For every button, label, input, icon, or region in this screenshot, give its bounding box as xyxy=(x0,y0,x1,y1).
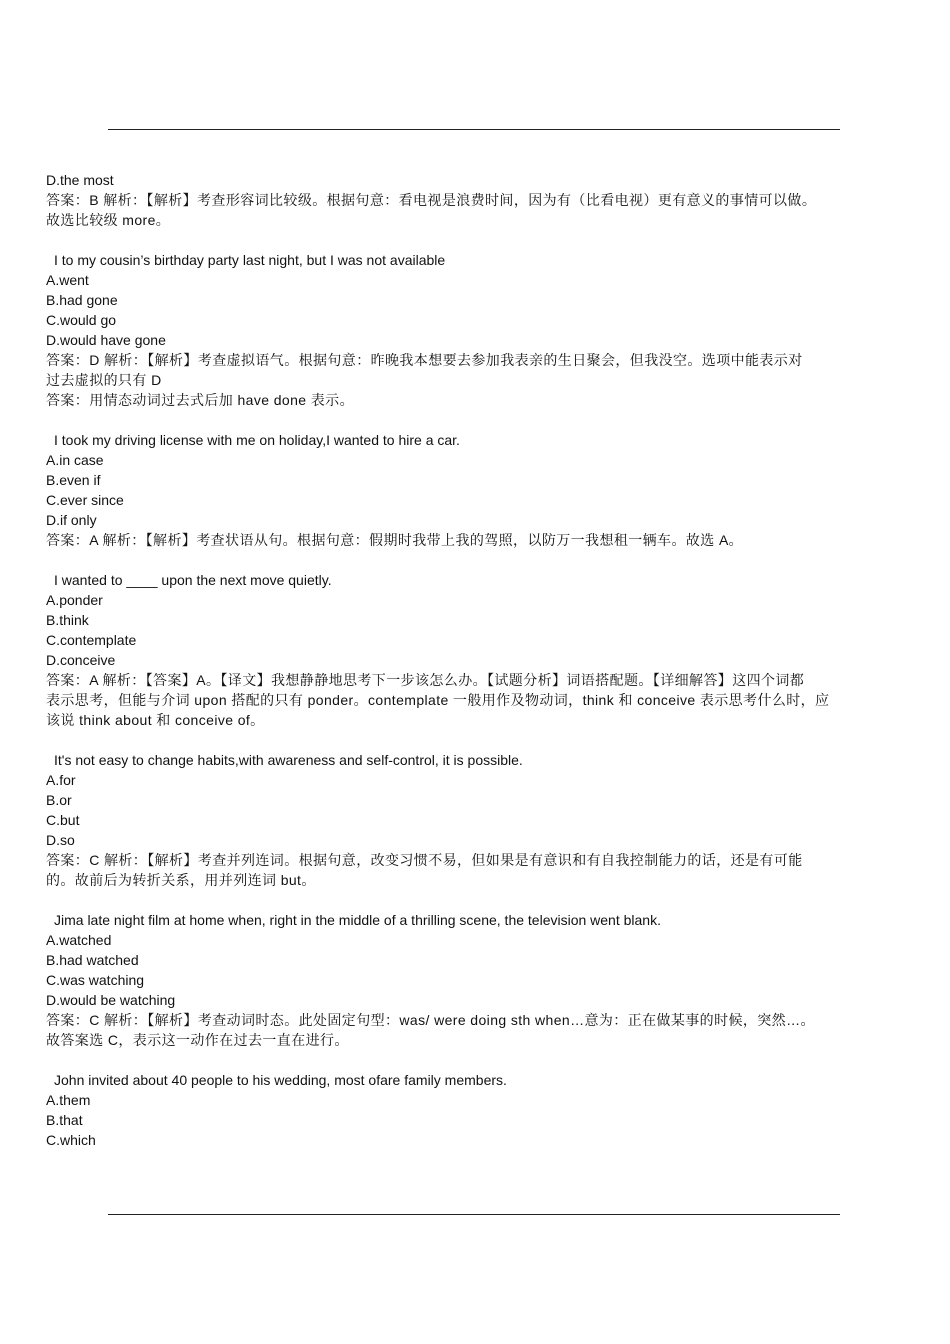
option-line: B.think xyxy=(46,612,89,628)
footer-rule xyxy=(108,1214,840,1215)
document-body xyxy=(46,170,902,1150)
option-line: D.the most xyxy=(46,172,114,188)
answer-line: 答案：A 解析：【答案】A。【译文】我想静静地思考下一步该怎么办。【试题分析】词语搭配题。【详细解答】这四个词都 xyxy=(46,672,805,688)
option-line: D.would be watching xyxy=(46,992,176,1008)
question-block xyxy=(46,250,902,410)
question-block xyxy=(46,430,902,550)
option-line: D.would have gone xyxy=(46,332,166,348)
header-rule xyxy=(108,129,840,130)
answer-line: 表示思考，但能与介词 upon 搭配的只有 ponder。contemplate 一般用作及物动词，think 和 conceive 表示思考什么时，应 xyxy=(46,692,830,708)
question-stem: Jima late night film at home when, right in the middle of a thrilling scene, the television went blank. xyxy=(54,912,661,928)
answer-line: 答案：用情态动词过去式后加 have done 表示。 xyxy=(46,392,354,408)
option-line: D.conceive xyxy=(46,652,116,668)
answer-line: 该说 think about 和 conceive of。 xyxy=(46,712,265,728)
option-line: B.had gone xyxy=(46,292,118,308)
option-line: A.for xyxy=(46,772,76,788)
question-stem: John invited about 40 people to his wedding, most ofare family members. xyxy=(54,1072,507,1088)
option-line: B.or xyxy=(46,792,72,808)
option-line: D.so xyxy=(46,832,75,848)
option-line: B.even if xyxy=(46,472,101,488)
answer-line: 答案：B 解析：【解析】考查形容词比较级。根据句意：看电视是浪费时间，因为有（比看电视）更有意义的事情可以做。 xyxy=(46,192,817,208)
option-line: A.went xyxy=(46,272,89,288)
answer-line: 的。故前后为转折关系，用并列连词 but。 xyxy=(46,872,316,888)
question-block xyxy=(46,1070,902,1150)
option-line: A.in case xyxy=(46,452,104,468)
answer-line: 答案：A 解析：【解析】考查状语从句。根据句意：假期时我带上我的驾照，以防万一我想租一辆车。故选 A。 xyxy=(46,532,744,548)
option-line: B.that xyxy=(46,1112,83,1128)
option-line: C.ever since xyxy=(46,492,124,508)
answer-line: 答案：C 解析：【解析】考查并列连词。根据句意，改变习惯不易，但如果是有意识和有自我控制能力的话，还是有可能 xyxy=(46,852,803,868)
answer-line: 过去虚拟的只有 D xyxy=(46,372,162,388)
answer-line: 故答案选 C，表示这一动作在过去一直在进行。 xyxy=(46,1032,349,1048)
question-block xyxy=(46,750,902,890)
option-line: C.would go xyxy=(46,312,117,328)
answer-line: 答案：D 解析：【解析】考查虚拟语气。根据句意：昨晚我本想要去参加我表亲的生日聚会，但我没空。选项中能表示对 xyxy=(46,352,803,368)
question-stem: I took my driving license with me on holiday,I wanted to hire a car. xyxy=(54,432,460,448)
option-line: C.which xyxy=(46,1132,96,1148)
question-stem: I to my cousin’s birthday party last night, but I was not available xyxy=(54,252,446,268)
question-stem: I wanted to ____ upon the next move quietly. xyxy=(54,572,332,588)
option-line: A.ponder xyxy=(46,592,103,608)
option-line: C.was watching xyxy=(46,972,145,988)
option-line: B.had watched xyxy=(46,952,139,968)
question-block xyxy=(46,570,902,730)
question-stem: It's not easy to change habits,with awareness and self-control, it is possible. xyxy=(54,752,523,768)
option-line: A.watched xyxy=(46,932,112,948)
option-line: D.if only xyxy=(46,512,97,528)
option-line: C.but xyxy=(46,812,80,828)
option-line: C.contemplate xyxy=(46,632,137,648)
question-block xyxy=(46,910,902,1050)
option-line: A.them xyxy=(46,1092,91,1108)
answer-line: 答案：C 解析：【解析】考查动词时态。此处固定句型：was/ were doing sth when…意为：正在做某事的时候，突然…。 xyxy=(46,1012,815,1028)
answer-line: 故选比较级 more。 xyxy=(46,212,171,228)
